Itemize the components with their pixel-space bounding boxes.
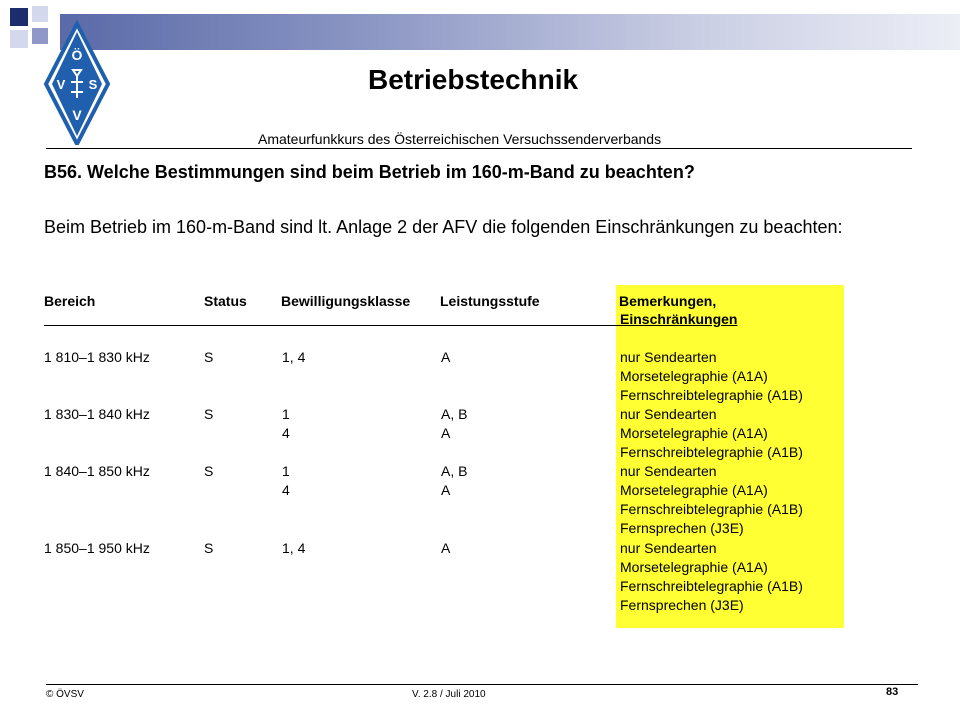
row-klasse-secondary: 4 (282, 482, 290, 498)
row-remark: Fernsprechen (J3E) (620, 597, 744, 613)
row-bereich: 1 850–1 950 kHz (44, 540, 150, 556)
row-remark: Fernschreibtelegraphie (A1B) (620, 444, 803, 460)
logo-letter-top: Ö (71, 47, 83, 63)
row-remark: Fernschreibtelegraphie (A1B) (620, 501, 803, 517)
decorative-square (10, 8, 28, 26)
oevsv-logo-icon (42, 20, 112, 145)
page-number: 83 (886, 686, 899, 698)
logo-letter-left: V (56, 77, 66, 92)
row-status: S (204, 540, 214, 556)
header-einschraenkungen: Einschränkungen (620, 311, 738, 327)
question-heading: B56. Welche Bestimmungen sind beim Betrieb im 160-m-Band zu beachten? (44, 162, 695, 182)
row-stufe: A (441, 349, 451, 365)
row-bereich: 1 830–1 840 kHz (44, 406, 150, 422)
header-leistungsstufe: Leistungsstufe (440, 293, 540, 309)
logo-letter-bottom: V (72, 107, 82, 123)
row-remark: Fernschreibtelegraphie (A1B) (620, 387, 803, 403)
footer-divider (46, 684, 918, 685)
row-klasse: 1 (282, 406, 290, 422)
row-status: S (204, 406, 214, 422)
header-status: Status (204, 293, 247, 309)
row-bereich: 1 810–1 830 kHz (44, 349, 150, 365)
row-remark: Fernsprechen (J3E) (620, 520, 744, 536)
row-stufe-secondary: A (441, 425, 451, 441)
header-bereich: Bereich (44, 293, 96, 309)
row-klasse-secondary: 4 (282, 425, 290, 441)
row-klasse: 1, 4 (282, 349, 306, 365)
footer-version: V. 2.8 / Juli 2010 (412, 689, 486, 700)
row-stufe: A (441, 540, 451, 556)
row-remark: Fernschreibtelegraphie (A1B) (620, 578, 803, 594)
row-remark: Morsetelegraphie (A1A) (620, 368, 768, 384)
row-remark: nur Sendearten (620, 349, 717, 365)
row-stufe: A, B (441, 463, 468, 479)
row-remark: Morsetelegraphie (A1A) (620, 559, 768, 575)
row-remark: nur Sendearten (620, 463, 717, 479)
row-remark: nur Sendearten (620, 540, 717, 556)
header-divider (46, 148, 912, 149)
header-bewilligungsklasse: Bewilligungsklasse (281, 293, 411, 309)
page-subtitle: Amateurfunkkurs des Österreichischen Versuchssenderverbands (258, 131, 662, 147)
intro-text: Beim Betrieb im 160-m-Band sind lt. Anlage 2 der AFV die folgenden Einschränkungen zu beachten: (44, 217, 843, 237)
row-status: S (204, 349, 214, 365)
decorative-square (10, 30, 28, 48)
row-klasse: 1, 4 (282, 540, 306, 556)
footer-copyright: © ÖVSV (46, 689, 84, 700)
logo-letter-right: S (88, 77, 98, 92)
row-status: S (204, 463, 214, 479)
row-remark: nur Sendearten (620, 406, 717, 422)
row-stufe-secondary: A (441, 482, 451, 498)
row-klasse: 1 (282, 463, 290, 479)
row-stufe: A, B (441, 406, 468, 422)
row-bereich: 1 840–1 850 kHz (44, 463, 150, 479)
page-title: Betriebstechnik (368, 64, 579, 95)
table-header-rule (44, 325, 620, 326)
header-bemerkungen: Bemerkungen, (619, 293, 717, 309)
header-gradient-bar (60, 14, 960, 50)
row-remark: Morsetelegraphie (A1A) (620, 425, 768, 441)
row-remark: Morsetelegraphie (A1A) (620, 482, 768, 498)
